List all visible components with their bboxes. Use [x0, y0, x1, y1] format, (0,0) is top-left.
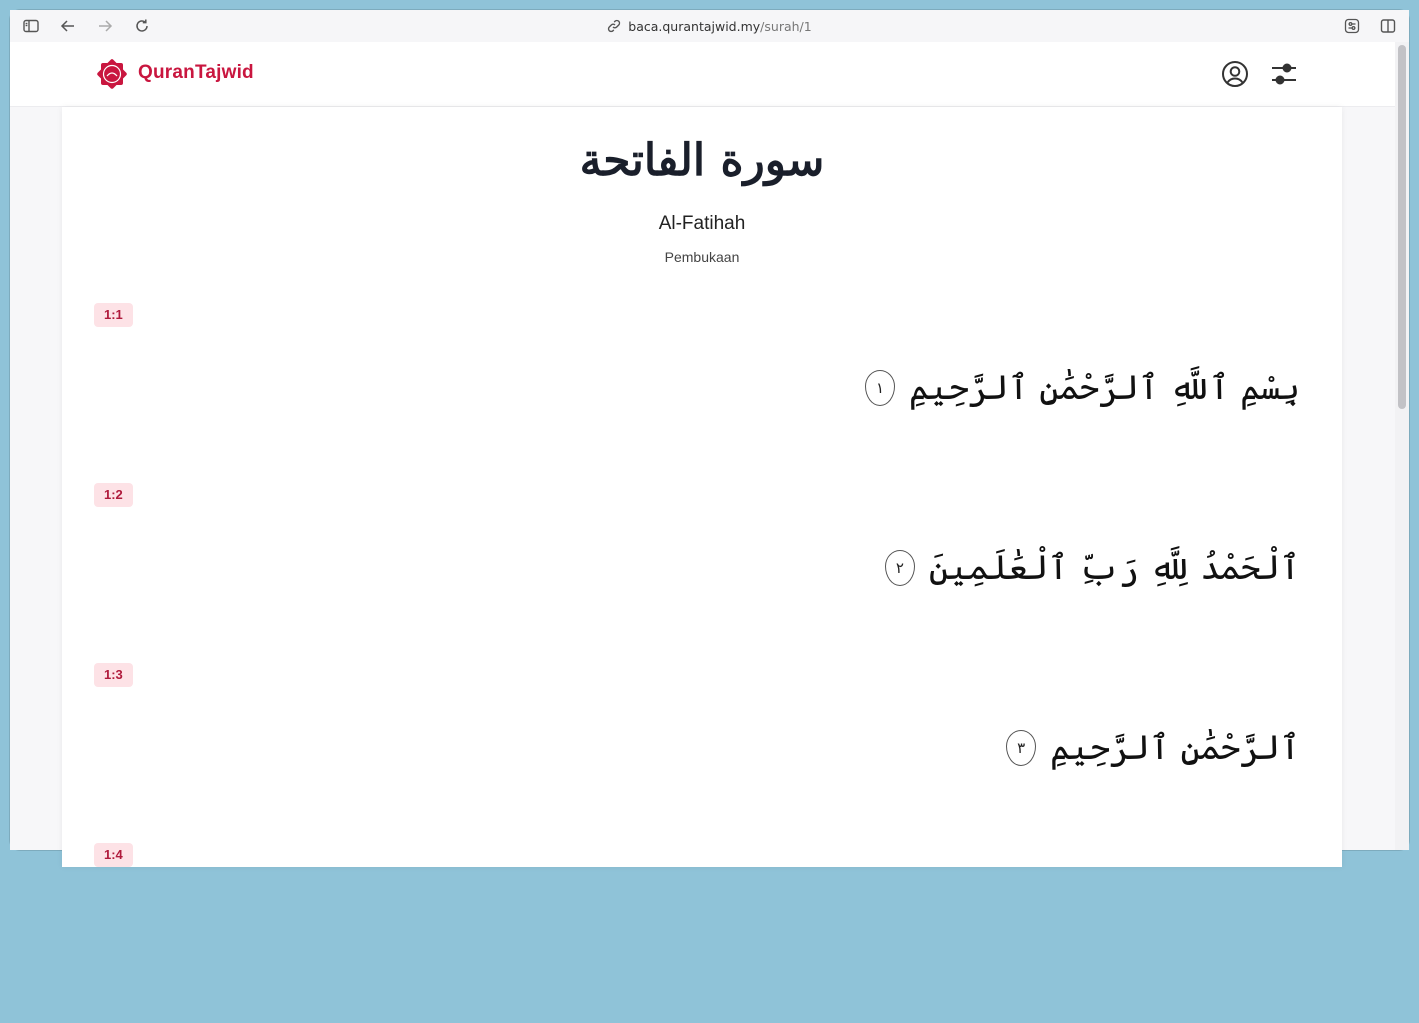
address-bar[interactable]	[10, 10, 1409, 42]
extensions-icon[interactable]	[1343, 17, 1361, 35]
url-domain: baca.qurantajwid.my	[628, 18, 761, 34]
surah-name: Al-Fatihah	[658, 213, 746, 234]
url-path: /surah/1	[760, 18, 812, 34]
surah-meaning: Pembukaan	[664, 249, 740, 265]
scrollbar[interactable]	[1395, 42, 1409, 850]
verse-ref-badge[interactable]: 1:4	[94, 843, 133, 867]
browser-toolbar	[10, 10, 1409, 43]
verse-block	[62, 663, 1342, 843]
account-icon[interactable]	[1220, 59, 1250, 89]
verse-ref-badge[interactable]: 1:3	[94, 663, 133, 687]
logo-icon[interactable]	[94, 56, 130, 92]
scrollbar-thumb[interactable]	[1398, 45, 1406, 409]
verse-block	[62, 483, 1342, 663]
settings-sliders-icon[interactable]	[1269, 59, 1299, 89]
verse-block	[62, 303, 1342, 483]
split-view-icon[interactable]	[1379, 17, 1397, 35]
surah-card	[62, 107, 1342, 867]
link-icon	[607, 19, 621, 33]
verse-block	[62, 843, 1342, 1023]
verse-text[interactable]	[865, 367, 1300, 408]
browser-window	[10, 10, 1409, 862]
verse-end-marker-icon: ٢	[885, 550, 915, 586]
verse-ref-badge[interactable]: 1:1	[94, 303, 133, 327]
verse-arabic: بِسْمِ ٱللَّهِ ٱلرَّحْمَٰنِ ٱلرَّحِيمِ	[908, 368, 1300, 408]
verse-end-marker-icon: ١	[865, 370, 895, 406]
verse-ref-badge[interactable]: 1:2	[94, 483, 133, 507]
verse-text[interactable]	[1006, 727, 1300, 768]
brand-name[interactable]: QuranTajwid	[138, 62, 254, 83]
verse-end-marker-icon: ٣	[1006, 730, 1036, 766]
site-header	[10, 42, 1395, 107]
verse-text[interactable]	[885, 547, 1300, 588]
verse-arabic: ٱلرَّحْمَٰنِ ٱلرَّحِيمِ	[1050, 728, 1300, 768]
verse-arabic: ٱلْحَمْدُ لِلَّهِ رَبِّ ٱلْعَٰلَمِينَ	[928, 548, 1300, 588]
surah-arabic-title: سورة الفاتحة	[579, 135, 825, 186]
